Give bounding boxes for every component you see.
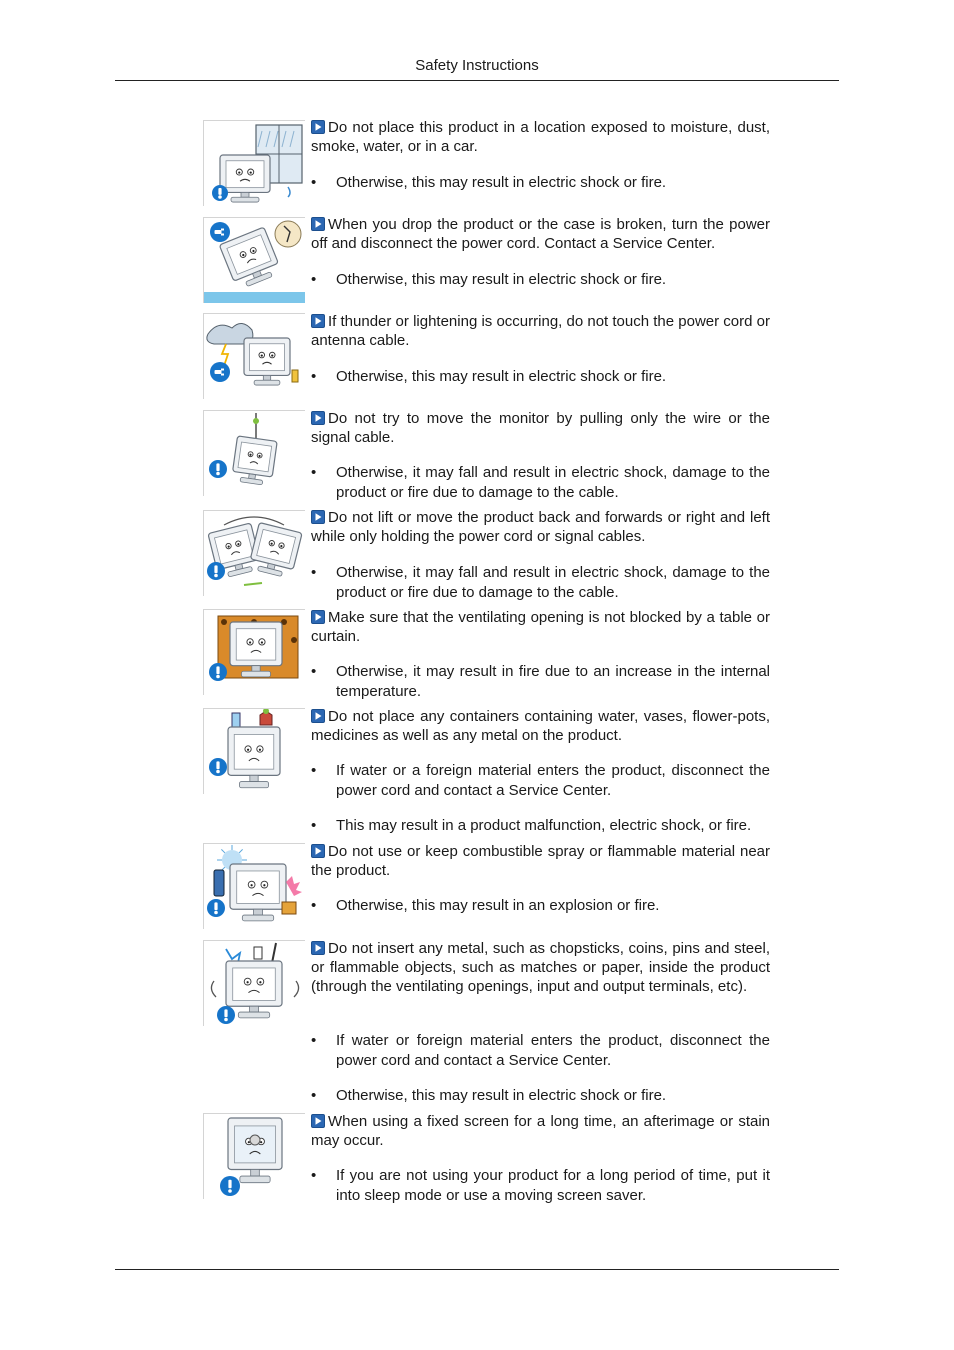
- consequence-bullet: [311, 270, 770, 290]
- bullet-text: Otherwise, it may fall and result in electric shock, damage to the product or fire due to damage to the cable.: [336, 564, 770, 601]
- bullet-text: This may result in a product malfunction, electric shock, or fire.: [336, 817, 752, 834]
- bullet-icon: •: [311, 663, 317, 680]
- instruction-statement: When you drop the product or the case is broken, turn the power off and disconnect the power cord. Contact a Service Center.: [311, 216, 770, 252]
- instruction-statement: Make sure that the ventilating opening is not blocked by a table or curtain.: [311, 609, 770, 645]
- consequence-bullet: [311, 816, 770, 836]
- metal-insert-monitor-icon: [203, 940, 305, 1026]
- instruction-statement: Do not place any containers containing water, vases, flower-pots, medicines as well as any metal on the product.: [311, 708, 770, 744]
- consequence-bullet: [311, 1086, 770, 1106]
- thunder-monitor-icon: [203, 313, 305, 399]
- consequence-bullet: [311, 896, 770, 916]
- bullet-icon: •: [311, 817, 317, 834]
- instruction-text: [311, 215, 770, 253]
- instruction-statement: Do not insert any metal, such as chopsticks, coins, pins and steel, or flammable objects, such as matches or paper, inside the product (through the ventilating openings, input and output terminals, etc).: [311, 940, 770, 995]
- instruction-text: [311, 608, 770, 646]
- instruction-text: [311, 312, 770, 350]
- dropped-monitor-icon: [203, 217, 305, 303]
- bullet-text: If you are not using your product for a long period of time, put it into sleep mode or use a moving screen saver.: [336, 1167, 770, 1204]
- instruction-statement: Do not lift or move the product back and forwards or right and left while only holding the power cord or signal cables.: [311, 509, 770, 545]
- instruction-statement: If thunder or lightening is occurring, do not touch the power cord or antenna cable.: [311, 313, 770, 349]
- header-divider: [115, 80, 839, 81]
- bullet-icon: •: [311, 368, 317, 385]
- play-marker-icon: [311, 314, 325, 328]
- bullet-text: Otherwise, this may result in electric shock or fire.: [336, 368, 667, 385]
- play-marker-icon: [311, 610, 325, 624]
- instruction-text: [311, 842, 770, 880]
- consequence-bullet: [311, 662, 770, 701]
- bullet-icon: •: [311, 1087, 317, 1104]
- bullet-text: Otherwise, this may result in electric shock or fire.: [336, 174, 667, 191]
- instruction-text: [311, 409, 770, 447]
- instruction-text: [311, 707, 770, 745]
- bullet-text: Otherwise, it may result in fire due to an increase in the internal temperature.: [336, 663, 770, 700]
- bullet-text: Otherwise, this may result in an explosion or fire.: [336, 897, 660, 914]
- spray-monitor-icon: [203, 843, 305, 929]
- hanging-monitor-icon: [203, 410, 305, 496]
- consequence-bullet: [311, 173, 770, 193]
- play-marker-icon: [311, 844, 325, 858]
- instruction-text: [311, 508, 770, 546]
- consequence-bullet: [311, 463, 770, 502]
- monitor-window-rain-icon: [203, 120, 305, 206]
- instruction-statement: Do not use or keep combustible spray or flammable material near the product.: [311, 843, 770, 879]
- bullet-icon: •: [311, 762, 317, 779]
- instruction-text: [311, 1112, 770, 1150]
- afterimage-monitor-icon: [203, 1113, 305, 1199]
- covered-monitor-icon: [203, 609, 305, 695]
- bullet-text: If water or a foreign material enters the product, disconnect the power cord and contact a Service Center.: [336, 762, 770, 799]
- bullet-icon: •: [311, 271, 317, 288]
- instruction-statement: When using a fixed screen for a long time, an afterimage or stain may occur.: [311, 1113, 770, 1149]
- consequence-bullet: [311, 1031, 770, 1070]
- play-marker-icon: [311, 941, 325, 955]
- consequence-bullet: [311, 367, 770, 387]
- bullet-text: Otherwise, this may result in electric shock or fire.: [336, 1087, 667, 1104]
- bullet-text: Otherwise, it may fall and result in electric shock, damage to the product or fire due to damage to the cable.: [336, 464, 770, 501]
- instruction-statement: Do not try to move the monitor by pulling only the wire or the signal cable.: [311, 410, 770, 446]
- play-marker-icon: [311, 510, 325, 524]
- bullet-text: Otherwise, this may result in electric shock or fire.: [336, 271, 667, 288]
- bullet-icon: •: [311, 464, 317, 481]
- bullet-icon: •: [311, 174, 317, 191]
- instruction-text: [311, 118, 770, 156]
- vase-on-monitor-icon: [203, 708, 305, 794]
- page-title: Safety Instructions: [415, 57, 539, 74]
- play-marker-icon: [311, 120, 325, 134]
- consequence-bullet: [311, 1166, 770, 1205]
- bullet-icon: •: [311, 1032, 317, 1049]
- play-marker-icon: [311, 1114, 325, 1128]
- instruction-statement: Do not place this product in a location exposed to moisture, dust, smoke, water, or in a car.: [311, 119, 770, 155]
- bullet-icon: •: [311, 564, 317, 581]
- play-marker-icon: [311, 217, 325, 231]
- instruction-text: [311, 939, 770, 996]
- bullet-icon: •: [311, 1167, 317, 1184]
- bullet-text: If water or foreign material enters the product, disconnect the power cord and contact a Service Center.: [336, 1032, 770, 1069]
- footer-divider: [115, 1269, 839, 1270]
- consequence-bullet: [311, 563, 770, 602]
- play-marker-icon: [311, 411, 325, 425]
- consequence-bullet: [311, 761, 770, 800]
- swinging-monitor-icon: [203, 510, 305, 596]
- bullet-icon: •: [311, 897, 317, 914]
- play-marker-icon: [311, 709, 325, 723]
